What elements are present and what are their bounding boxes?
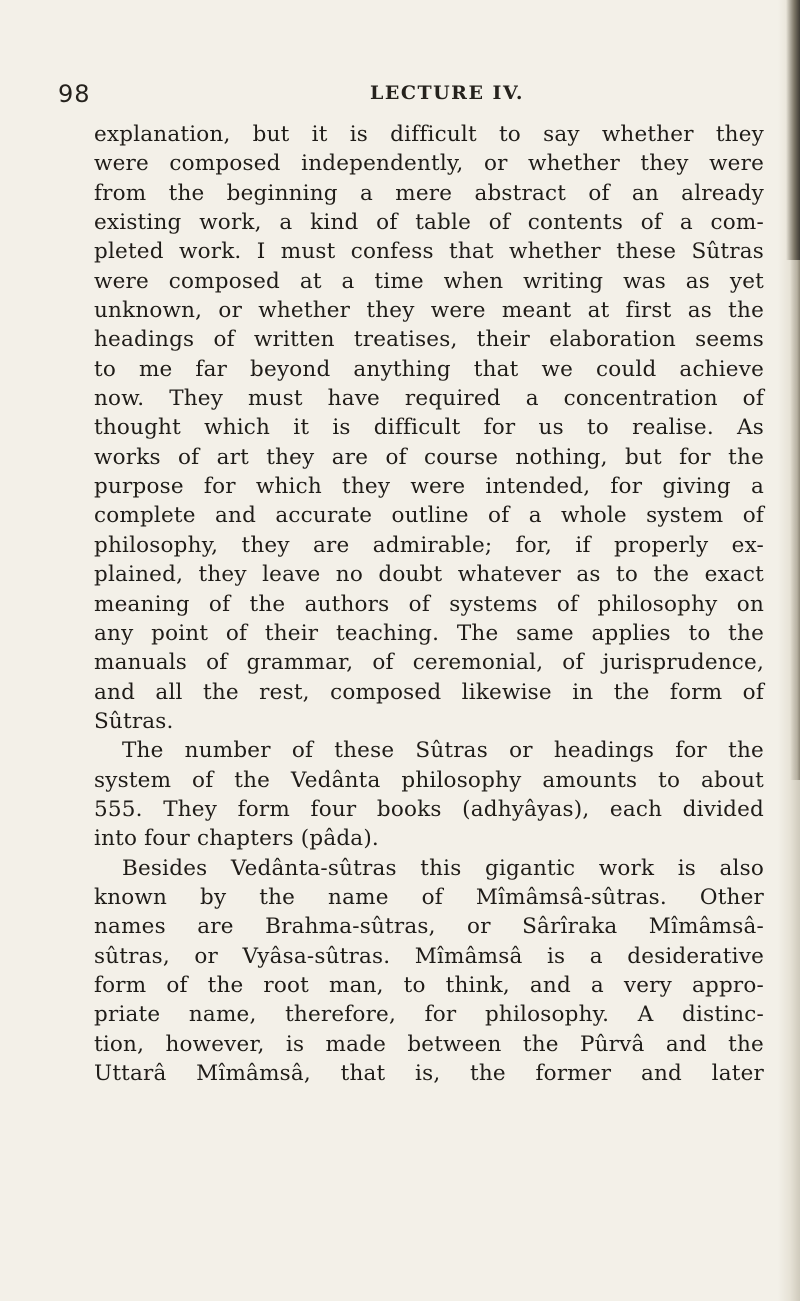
text-line: priate name, therefore, for philosophy. A distinc- [94,1002,764,1028]
text-line: sûtras, or Vyâsa-sûtras. Mîmâmsâ is a desiderative [94,943,764,969]
page-number: 98 [58,80,91,108]
text-line: meaning of the authors of systems of philosophy on [94,591,764,617]
running-title: LECTURE IV. [370,82,524,104]
text-line: were composed at a time when writing was as yet [94,268,764,294]
text-line: thought which it is difficult for us to realise. As [94,415,764,441]
text-line: 555. They form four books (adhyâyas), each divided [94,796,764,822]
paragraph-end-line: into four chapters (pâda). [94,826,379,852]
text-line: complete and accurate outline of a whole system of [94,503,764,529]
text-line: form of the root man, to think, and a very appro- [94,972,764,998]
text-line: plained, they leave no doubt whatever as to the exact [94,562,764,588]
text-line: purpose for which they were intended, for giving a [94,474,764,500]
text-line: were composed independently, or whether they were [94,151,764,177]
text-line: headings of written treatises, their elaboration seems [94,327,764,353]
text-line: now. They must have required a concentration of [94,386,764,412]
text-line: to me far beyond anything that we could achieve [94,356,764,382]
text-line: known by the name of Mîmâmsâ-sûtras. Other [94,884,764,910]
text-line: any point of their teaching. The same applies to the [94,620,764,646]
text-line: existing work, a kind of table of contents of a com- [94,210,764,236]
page-header [0,80,800,112]
text-line: philosophy, they are admirable; for, if properly ex- [94,532,764,558]
text-line: from the beginning a mere abstract of an already [94,180,764,206]
text-line: explanation, but it is difficult to say whether they [94,122,764,147]
page-edge-mid-shadow [790,260,800,780]
body-text [94,120,764,1088]
text-line: unknown, or whether they were meant at first as the [94,298,764,324]
paragraph-end-line: Sûtras. [94,708,174,734]
paragraph-first-line: The number of these Sûtras or headings for the [122,738,764,764]
text-line: pleted work. I must confess that whether these Sûtras [94,239,764,265]
text-line: manuals of grammar, of ceremonial, of jurisprudence, [94,650,764,676]
paragraph-first-line: Besides Vedânta-sûtras this gigantic work is also [122,855,764,881]
text-line: names are Brahma-sûtras, or Sârîraka Mîmâmsâ- [94,914,764,940]
text-line: Uttarâ Mîmâmsâ, that is, the former and later [94,1061,764,1086]
text-line: and all the rest, composed likewise in the form of [94,679,764,705]
page-edge-dark-shadow [786,0,800,260]
text-line: tion, however, is made between the Pûrvâ and the [94,1031,764,1057]
text-line: works of art they are of course nothing, but for the [94,444,764,470]
text-line: system of the Vedânta philosophy amounts to about [94,767,764,793]
